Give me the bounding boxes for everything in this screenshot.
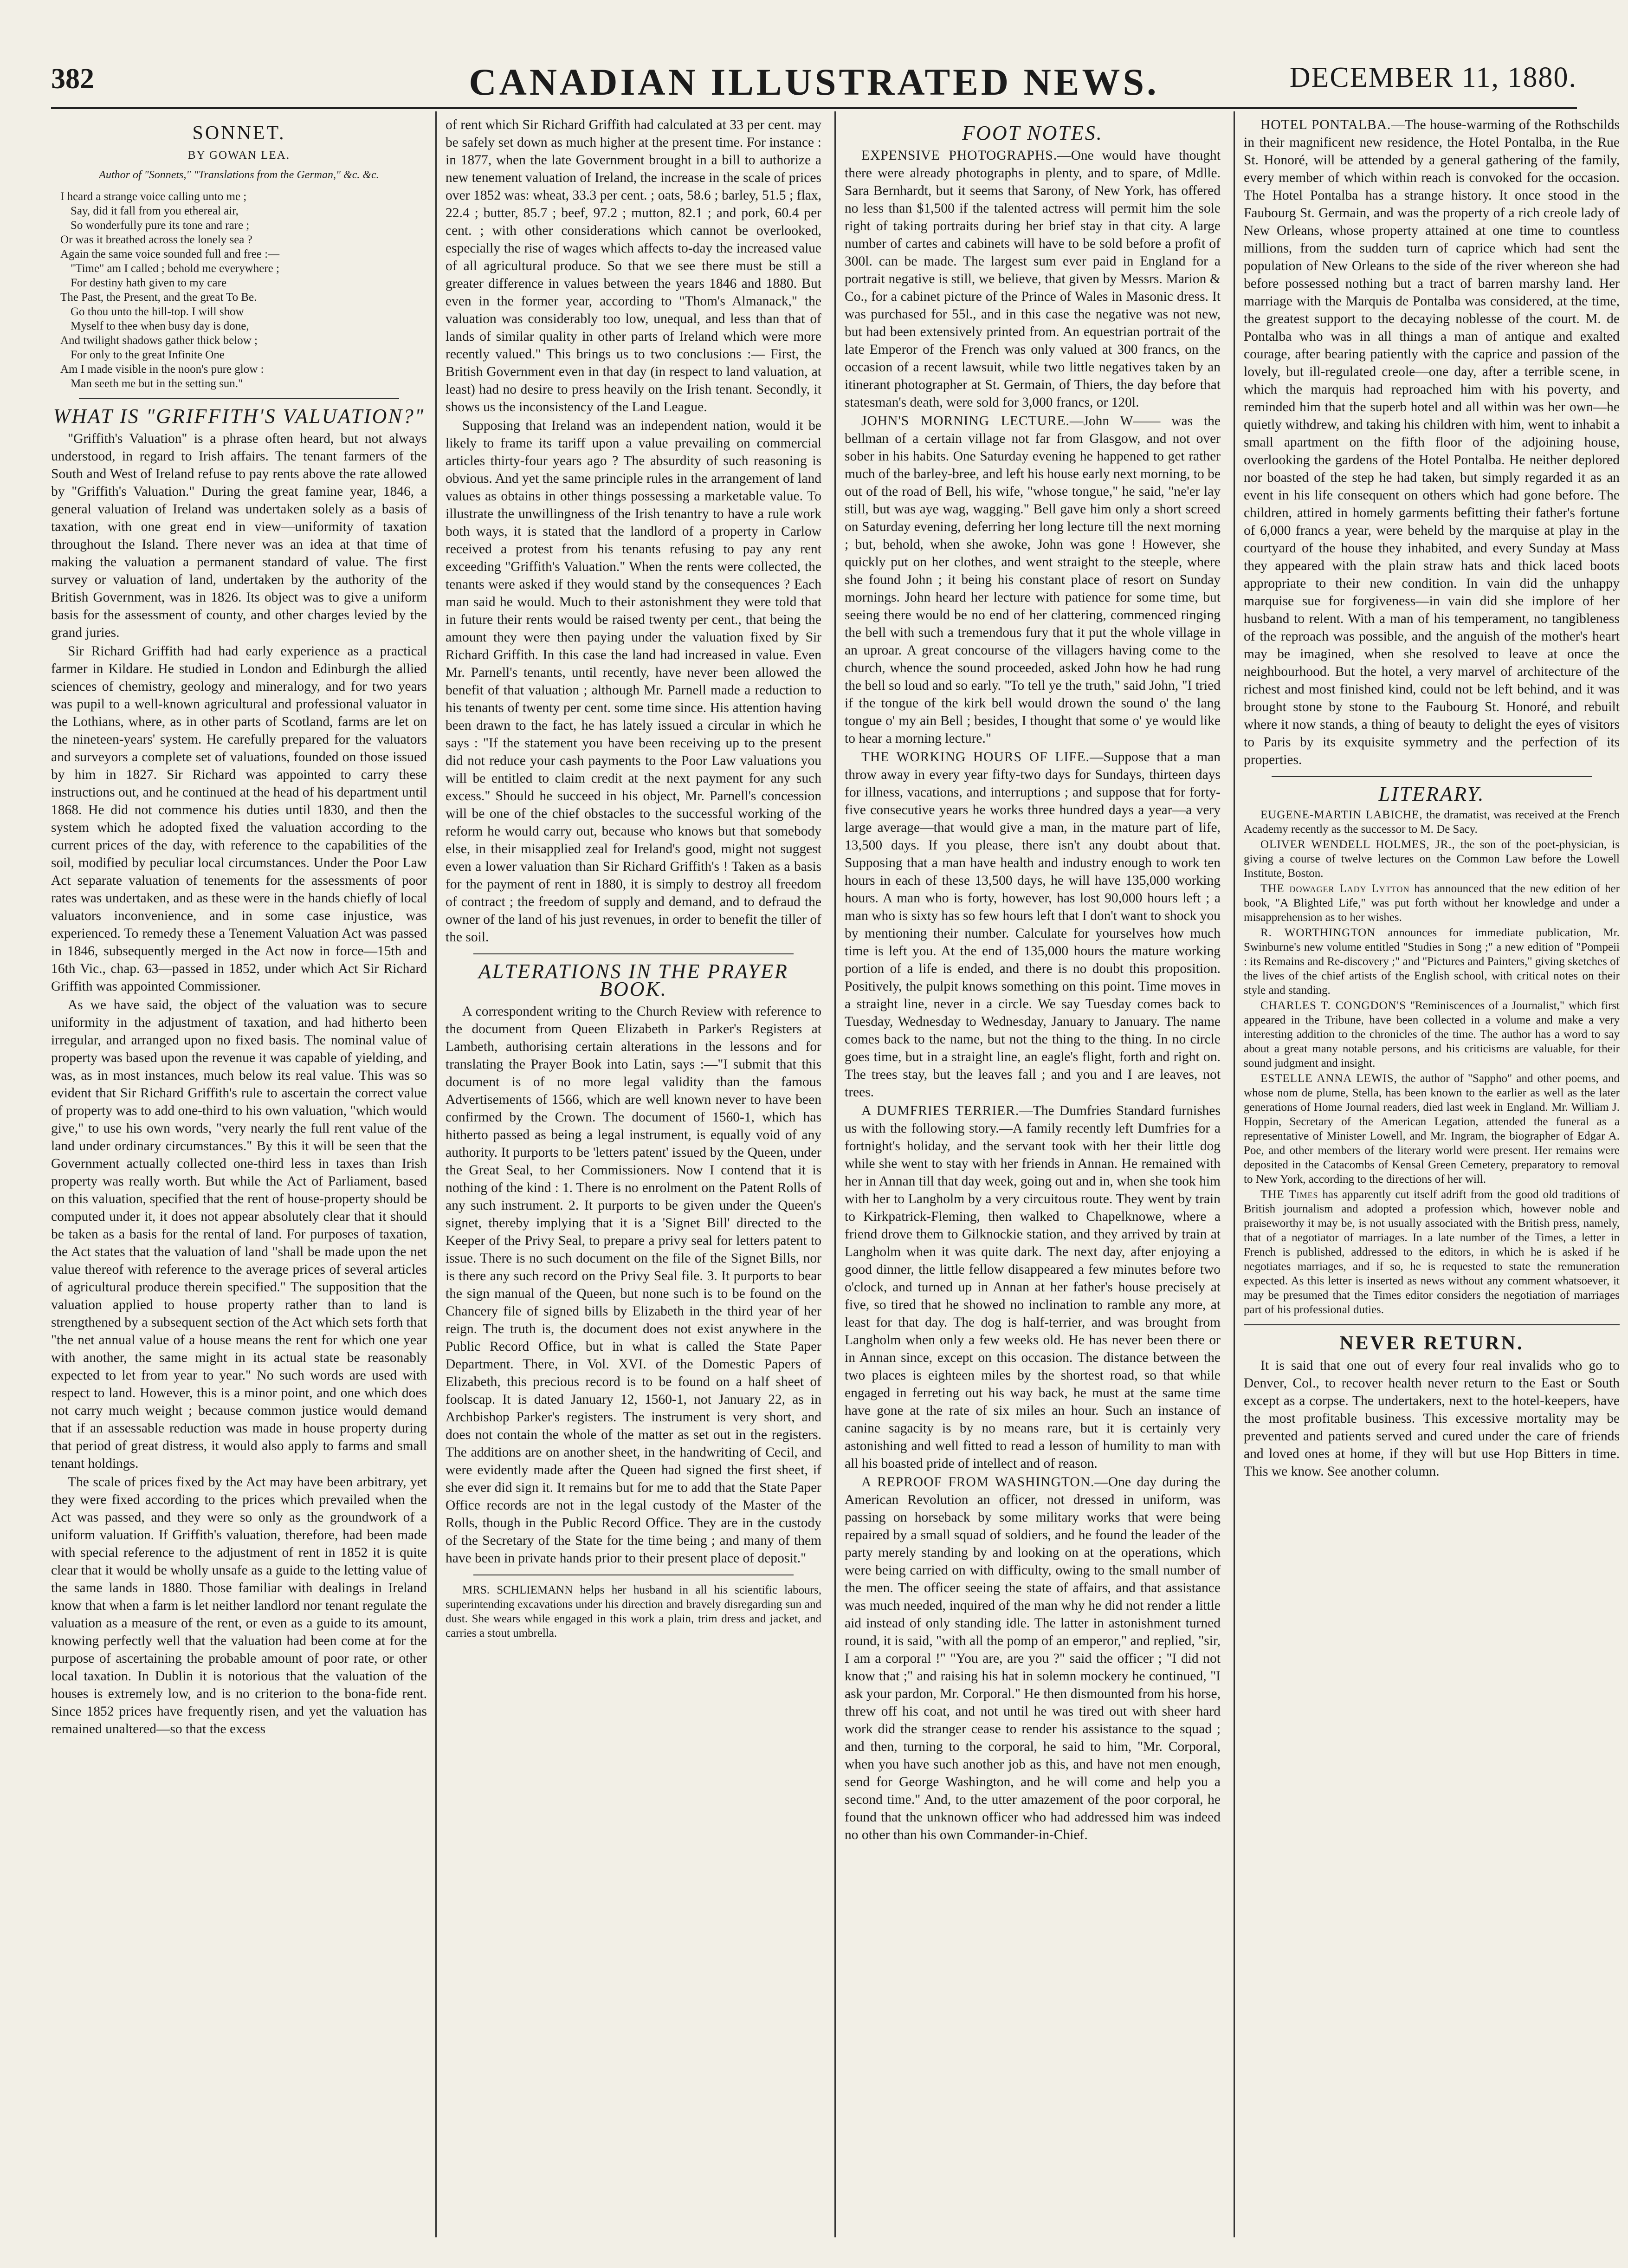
footnote-item xyxy=(845,412,1221,747)
poem-line: Go thou unto the hill-top. I will show xyxy=(71,305,244,318)
poem-line: Am I made visible in the noon's pure glow : xyxy=(60,363,264,376)
literary-item xyxy=(1244,926,1620,998)
section-divider xyxy=(79,398,399,399)
footnotes-heading: FOOT NOTES. xyxy=(962,122,1103,144)
poem-line: So wonderfully pure its tone and rare ; xyxy=(71,219,250,232)
column-1 xyxy=(51,116,427,2233)
footnote-lead: HOTEL PONTALBA. xyxy=(1260,117,1391,132)
literary-text: has announced that the new edition of her book, "A Blighted Life," was put forth without her knowledge and under a misapprehension as to her wishes. xyxy=(1244,882,1620,924)
literary-item xyxy=(1244,881,1620,925)
section-divider xyxy=(1272,776,1592,777)
sonnet-author-note: Author of "Sonnets," "Translations from the German," &c. &c. xyxy=(99,169,379,181)
column-2 xyxy=(446,116,821,2233)
literary-lead: THE Times xyxy=(1260,1188,1318,1201)
poem-line: Say, did it fall from you ethereal air, xyxy=(71,205,239,217)
literary-lead: THE dowager Lady Lytton xyxy=(1260,882,1410,895)
column-rule xyxy=(1234,111,1235,2237)
sonnet-heading: SONNET. xyxy=(192,123,286,144)
column-rule xyxy=(435,111,437,2237)
literary-text: "Reminiscences of a Journalist," which first appeared in the Tribune, have been collected in a volume and make a very interesting addition to the chronicles of the time. The author has a word to say about a great many notable persons, and his criticisms are valuable, for their sound judgment and insight. xyxy=(1244,999,1620,1069)
literary-text: the son of the poet-physician, is giving a course of twelve lectures on the Common Law before the Lowell Institute, Boston. xyxy=(1244,838,1620,880)
footnote-item xyxy=(845,748,1221,1101)
literary-text: has apparently cut itself adrift from the good old traditions of British journalism and adopted a profession which, however noble and praiseworthy it may be, is not usually associated with the British press, namely, that of a negotiator of marriages. In a late number of the Times, a letter in French is published, addressed to the editors, in which he is asked if he negotiates marriages, and if so, he is requested to state the remuneration expected. As this letter is inserted as news without any comment whatsoever, it may be presumed that the Times editor considers the negotiation of marriages part of his professional duties. xyxy=(1244,1188,1620,1316)
poem-line: Man seeth me but in the setting sun." xyxy=(71,377,243,390)
poem-line: The Past, the Present, and the great To Be. xyxy=(60,291,257,304)
literary-lead: EUGENE-MARTIN LABICHE, xyxy=(1260,809,1423,821)
issue-date: DECEMBER 11, 1880. xyxy=(1289,62,1577,93)
literary-lead: OLIVER WENDELL HOLMES, JR., xyxy=(1260,838,1455,851)
masthead xyxy=(51,56,1577,109)
literary-items xyxy=(1244,808,1620,1317)
footnote-text: —John W—— was the bellman of a certain village not far from Glasgow, and not over sober in his habits. One Saturday evening he happened to get rather much of the barley-bree, and left his house early next morning, to be out of the road of Bell, his wife, "whose tongue," he said, "ne'er lay still, but was aye wag, wagging." Bell gave him only a short screed on Saturday evening, deferring her long lecture till the next morning ; but, behold, when she awoke, John was gone ! However, she quickly put on her clothes, and went straight to the steeple, where she found John ; it being his constant place of resort on Sunday mornings. John heard her lecture with patience for some time, but seeing there would be no end of her clattering, commenced ringing the bell with such a tremendous fury that it put the whole village in an uproar. A great concourse of the villagers having come to the church, whence the sound proceeded, asked John how he had rung the bell so loud and so early. "To tell ye the truth," said John, "I tried if the tongue of the kirk bell would drown the sound o' the lang tongue o' my ain Bell ; besides, I thought that some o' ye would like to hear a morning lecture." xyxy=(845,414,1221,746)
footnote-lead: THE WORKING HOURS OF LIFE. xyxy=(861,750,1090,765)
literary-lead: ESTELLE ANNA LEWIS, xyxy=(1260,1072,1397,1085)
sonnet-poem xyxy=(60,189,418,391)
poem-line: For destiny hath given to my care xyxy=(71,277,227,289)
schliemann-note xyxy=(446,1583,821,1640)
footnote-item xyxy=(845,1473,1221,1844)
section-divider xyxy=(1244,1324,1620,1326)
footnote-text: —One would have thought there were already photographs in plenty, and to spare, of Mdlle. Sara Bernhardt, but it seems that Sarony, of New York, has offered no less than $1,500 if the talented actress will permit him the sole right of taking portraits during her brief stay in that city. A large number of cartes and cabinets will have to be sold before a profit of 300l. can be made. The largest sum ever paid in England for a portrait negative is still, we believe, that given by Messrs. Marion & Co., for a cabinet picture of the Prince of Wales in Masonic dress. It was purchased for 55l., and in this case the negative was not new, but had been extensively printed from. An equestrian portrait of the late Emperor of the French was only valued at 300 francs, on the occasion of a recent lawsuit, while two little negatives taken by an itinerant photographer at St. Germain, of Thiers, the day before that statesman's death, were sold for 3,000 francs, or 120l. xyxy=(845,148,1221,410)
poem-line: And twilight shadows gather thick below ; xyxy=(60,334,258,347)
footnote-lead: A REPROOF FROM WASHINGTON. xyxy=(861,1475,1095,1490)
article-paragraph: As we have said, the object of the valuation was to secure uniformity in the adjustment of taxation, and had hitherto been irregular, and arranged upon no fixed basis. The nominal value of property was based upon the revenue it was capable of yielding, and was, as in most instances, much below its real value. This was so evident that Sir Richard Griffith's rule to ascertain the correct value of property was to add one-third to his own valuation, "which would give," to use his own words, "very nearly the full rent value of the land under ordinary circumstances." By this it will be seen that the Government actually collected one-third less in taxes than Irish property was really worth. But while the Act of Parliament, based on this valuation, specified that the rent of house-property should be computed under it, it does not appear absolutely clear that it should be taken as a basis for the rental of land. For purposes of taxation, the Act states that the valuation of land "shall be made upon the net value thereof with reference to the average prices of several articles of agricultural produce therein specified." The supposition that the valuation applied to house property rather than to land is strengthened by a subsequent section of the Act which sets forth that "the net annual value of a house means the rent for which one year with another, the same might in its actual state be reasonably expected to let from year to year." No such words are used with respect to land. However, this is a minor point, and one which does not carry much weight ; because common justice would demand that if an assessable reduction was made in house property during that period of great distress, it would also apply to farms and small tenant holdings. xyxy=(51,998,427,1471)
footnote-text: —One day during the American Revolution an officer, not dressed in uniform, was passing on horseback by some military works that were being repaired by a small squad of soldiers, and he found the leader of the party merely standing by and looking on at the operations, which were being carried on with difficulty, owing to the small number of the men. The officer seeing the state of affairs, and that assistance was much needed, inquired of the man why he did not render a little aid instead of only standing idle. The latter in astonishment turned round, it is said, "with all the pomp of an emperor," and replied, "sir, I am a corporal !" "You are, are you ?" said the officer ; "I did not know that ;" and raising his hat in solemn mockery he continued, "I ask your pardon, Mr. Corporal." He then dismounted from his horse, threw off his coat, and not until he was tired out with sheer hard work did the stranger cease to render his assistance to the squad ; and then, turning to the corporal, he said to him, "Mr. Corporal, when you have such another job as this, and have not men enough, send for George Washington, and he will come and help you a second time." And, to the utter amazement of the poor corporal, he found that the unknown officer who had addressed him was indeed no other than his own Commander-in-Chief. xyxy=(845,1475,1221,1842)
poem-line: Or was it breathed across the lonely sea ? xyxy=(60,233,252,246)
literary-lead: R. WORTHINGTON xyxy=(1260,927,1376,939)
footnote-text: —The Dumfries Standard furnishes us with the following story.—A family recently left Dumfries for a fortnight's holiday, and the servant took with her their little dog while she went to stay with her friends in Annan. He remained with her in Annan till that day week, going out and in, when she took him with her to Langholm by a very circuitous route. They went by train to Kirkpatrick-Fleming, then walked to Chapelknowe, where a friend drove them to Gilknockie station, and they arrived by train at Langholm when it was quite dark. The next day, after enjoying a good dinner, the little fellow disappeared a few minutes before two o'clock, and turned up in Annan at her father's house precisely at five, so tired that he showed no inclination to ramble any more, at least for that day. The dog is half-terrier, and was brought from Langholm when only a few weeks old. He has never been there or in Annan since, except on this occasion. The distance between the two places is eighteen miles by the shortest road, so that while engaged in ferreting out his way back, he must at the same time have gone at the rate of six miles an hour. Such an instance of canine sagacity is by no means rare, but it is certainly very astonishing and well fitted to read a lesson of humility to man with all his boasted pride of intellect and of reason. xyxy=(845,1103,1221,1471)
article-paragraph: Supposing that Ireland was an independent nation, would it be likely to frame its tariff upon a value prevailing on commercial articles thirty-four years ago ? The absurdity of such reasoning is obvious. And yet the same principle rules in the arrangement of land values as obtains in other things possessing a marketable value. To illustrate the unwillingness of the Irish tenantry to have a rule work both ways, it is stated that the landlord of a property in Carlow received a protest from his tenants refusing to pay any rent exceeding "Griffith's Valuation." When the rents were collected, the tenants were asked if they would stand by the consequences ? Each man said he would. Much to their astonishment they were told that in future their rents would be raised twenty per cent., that being the amount they were then paying under the valuation fixed by Sir Richard Griffith. In this case the land had increased in value. Even Mr. Parnell's tenants, until recently, have never been allowed the benefit of that valuation ; although Mr. Parnell made a reduction to his tenants of twenty per cent. some time since. His attention having been drawn to the fact, he has lately issued a circular in which he says : "If the statement you have been receiving up to the present did not reduce your cash payments to the Poor Law valuations you will be entitled to claim credit at the next payment for any such excess." Should he succeed in his object, Mr. Parnell's concession will be one of the chief obstacles to the successful working of the reform he would carry out, because who knows but that somebody else, in their misapplied zeal for Ireland's good, might not suggest even a lower valuation than Sir Richard Griffith's ! Taken as a basis for the payment of rent in 1880, it is simply to destroy all freedom of contract ; the freedom of supply and demand, and to defraud the owner of the land of his just revenues, in order to benefit the tiller of the soil. xyxy=(446,418,821,945)
article-paragraph: A correspondent writing to the Church Review with reference to the document from Queen Elizabeth in Parker's Registers at Lambeth, authorising certain alterations in the lessons and for translating the Prayer Book into Latin, says :—"I submit that this document is of no more legal validity than the famous Advertisements of 1566, which are well known never to have been confirmed by the Crown. The document of 1560-1, which has hitherto passed as being a legal instrument, is equally void of any authority. It purports to be 'letters patent' issued by the Queen, under the Great Seal, to her Commissioners. Now I contend that it is nothing of the kind : 1. There is no enrolment on the Patent Rolls of any such instrument. 2. It purports to be given under the Queen's signet, thereby implying that it is a 'Signet Bill' directed to the Keeper of the Privy Seal, to prepare a privy seal for letters patent to issue. There is no such document on the file of the Signet Bills, nor is there any such record on the Privy Seal file. 3. It purports to bear the sign manual of the Queen, but none such is to be found on the Chancery file of signed bills by Elizabeth in the third year of her reign. The truth is, the document does not exist anywhere in the Public Record Office, but in what is called the State Paper Department. There, in Vol. XVI. of the Domestic Papers of Elizabeth, this precious record is to be found on a half sheet of foolscap. It is dated January 12, 1560-1, not January 22, as in Archbishop Parker's registers. The instrument is very short, and does not contain the whole of the matter as set out in the registers. The additions are on another sheet, in the handwriting of Cecil, and were evidently made after the Queen had signed the first sheet, if she ever did sign it. It remains but for me to add that the State Paper Office records are not in the legal custody of the Master of the Rolls, though in the Public Record Office. They are in the custody of the Secretary of the State for the time being ; and many of them have been in private hands prior to their present place of deposit." xyxy=(446,1004,821,1566)
literary-item xyxy=(1244,808,1620,836)
newspaper-title: CANADIAN ILLUSTRATED NEWS. xyxy=(469,61,1159,103)
footnote-text: —Suppose that a man throw away in every year fifty-two days for Sundays, thirteen days for illness, vacations, and interruptions ; and suppose that for forty-five consecutive years he works three hundred days a year—a very large average—that would give a man, in the mature part of life, 13,500 days. If you please, there isn't any doubt about that. Supposing that a man have health and industry enough to work ten hours in each of these 13,500 days, he will have 135,000 working hours. A man who is forty, however, has lost 90,000 hours left ; a man who is sixty has so few hours left that I don't want to shock you by mentioning their number. Calculate for yourselves how much time is left you. At the end of 135,000 hours the mature working portion of a life is ended, and there is no doubt this proposition. Positively, the pulpit knows something on this point. Time moves in a straight line, never in a circle. We say Tuesday comes back to Tuesday, Wednesday to Wednesday, January to January. The name comes back to the name, but not the thing to the thing. In no circle goes time, but in a straight line, an eagle's flight, forth and right on. The trees stay, but the leaves fall ; and you and I are leaves, not trees. xyxy=(845,750,1221,1100)
never-return-heading: NEVER RETURN. xyxy=(1339,1333,1524,1354)
article-paragraph: of rent which Sir Richard Griffith had calculated at 33 per cent. may be safely set down as much higher at the present time. For instance : in 1877, when the late Government brought in a bill to authorize a new tenement valuation of Ireland, the increase in the scale of prices over 1852 was: wheat, 33.3 per cent. ; oats, 58.6 ; barley, 51.5 ; flax, 22.4 ; butter, 85.7 ; beef, 97.2 ; mutton, 82.1 ; and pork, 60.4 per cent. ; with other considerations which cannot be overlooked, especially the rise of wages which affects to-day the increased value of all agricultural produce. So that we see there must be still a greater difference in values between the years 1846 and 1880. But even in the former year, according to "Thom's Almanack," the valuation was considerably too low, unequal, and less than that of lands of similar quality in other parts of Ireland which were more recently valued." This brings us to two conclusions :— First, the British Government even in that day (in respect to land valuation, at least) had no desire to press heavily on the Irish tenant. Secondly, it shows us the inconsistency of the Land League. xyxy=(446,117,821,415)
column-3 xyxy=(845,116,1221,2233)
poem-line: For only to the great Infinite One xyxy=(71,349,225,361)
literary-text: the dramatist, was received at the French Academy recently as the successor to M. De Sacy. xyxy=(1244,809,1620,836)
footnote-lead: A DUMFRIES TERRIER. xyxy=(861,1103,1020,1118)
literary-heading: LITERARY. xyxy=(1378,783,1485,805)
article-paragraph: Sir Richard Griffith had had early experience as a practical farmer in Kildare. He studied in London and Edinburgh the allied sciences of chemistry, geology and mineralogy, and for two years was pupil to a well-known agricultural and professional valuator in the Lothians, where, as in other parts of Scotland, farms are let on the nineteen-years' system. He carefully prepared for the valuators and surveyors a complete set of valuations, founded on those issued by him in 1827. Sir Richard was appointed to carry these instructions out, and he continued at the head of his department until 1868. He did not commence his duties until 1830, and then the system which he adopted fixed the valuation according to the current prices of the day, with reference to the capabilities of the soil, modified by peculiar local circumstances. Under the Poor Law Act separate valuation of tenements for the assessments of poor rates was undertaken, and as these were in the hands chiefly of local valuators inconvenience, and in some case injustice, was experienced. To remedy these a Tenement Valuation Act was passed in 1846, subsequently merged in the Act now in force—15th and 16th Vic., chap. 63—passed in 1852, under which Act Sir Richard Griffith was appointed Commissioner. xyxy=(51,644,427,994)
literary-text: announces for immediate publication, Mr. Swinburne's new volume entitled "Studies in Song ;" a new edition of "Pompeii : its Remains and Re-discovery ;" and "Pictures and Painters," giving sketches of the lives of the chief artists of the English school, with critical notes on their style and standing. xyxy=(1244,927,1620,997)
poem-line: I heard a strange voice calling unto me ; xyxy=(60,190,247,203)
article-paragraph: The scale of prices fixed by the Act may have been arbitrary, yet they were fixed according to the prices which prevailed when the Act was passed, and they were so only as the groundwork of a uniform valuation. If Griffith's valuation, therefore, had been made with special reference to the adjustment of rent in 1852 it is quite clear that it would be wholly unsafe as a guide to the letting value of the same lands in 1880. Those familiar with dealings in Ireland know that when a farm is let neither landlord nor tenant regulate the valuation as a measure of the rent, or even as a guide to its amount, knowing perfectly well that the valuation had been come at for the purpose of ascertaining the probable amount of poor rate, or other local taxation. In Dublin it is notorious that the valuation of the houses is extremely low, and is no criterion to the bona-fide rent. Since 1852 prices have frequently risen, and yet the valuation has remained unaltered—so that the excess xyxy=(51,1475,427,1737)
poem-line: Again the same voice sounded full and free :— xyxy=(60,248,280,260)
footnote-item xyxy=(1244,116,1620,769)
column-rule xyxy=(834,111,836,2237)
prayer-heading: ALTERATIONS IN THE PRAYER BOOK. xyxy=(478,960,788,1000)
page-number: 382 xyxy=(51,63,94,95)
never-return-text: It is said that one out of every four real invalids who go to Denver, Col., to recover health never return to the East or South except as a corpse. The undertakers, next to the hotel-keepers, have the most profitable business. This excessive mortality may be prevented and patients served and cured under the care of friends and loved ones at home, if they will but use Hop Bitters in time. This we know. See another column. xyxy=(1244,1358,1620,1479)
sonnet-byline: BY GOWAN LEA. xyxy=(187,149,291,162)
footnote-text: —The house-warming of the Rothschilds in their magnificent new residence, the Hotel Pontalba, in the Rue St. Honoré, will be attended by a general gathering of the family, every member of which within reach is convoked for the occasion. The Hotel Pontalba has a strange history. It once stood in the Faubourg St. Germain, and was the property of a rich creole lady of New Orleans, whose property attained at one time to countless millions, from the sudden turn of caprice which had sent the population of New Orleans to the side of the river whereon she had before possessed nothing but a tract of barren marshy land. Her marriage with the Marquis de Pontalba was considered, at the time, the greatest support to the decaying noblesse of the court. M. de Pontalba who was in all things a man of antique and exalted courage, after bearing patiently with the caprice and passion of the lovely, but ill-regulated creole—one day, after a terrible scene, in which the marquis had reproached him with his poverty, and reminded him that the superb hotel and all within was her own—he quietly withdrew, and taking his children with him, went to inhabit a small apartment on the fifth floor of the adjoining house, overlooking the gardens of the Hotel Pontalba. He neither deplored nor boasted of the step he had taken, but simply regarded it as an event in his life consequent on others which had gone before. The children, attired in homely garments befitting their father's fortune of 6,000 francs a year, were beheld by the marquise at play in the courtyard of the house they inhabited, and every Sunday at Mass they appeared with the plain straw hats and thick laced boots appropriate to their new condition. In vain did the unhappy marquise sue for forgiveness—in vain did she implore of her husband to relent. With a man of his temperament, no tangibleness of the reproach was possible, and the anguish of the mother's heart may be imagined, when she resolved to leave at once the neighbourhood. But the hotel, a very marvel of architecture of the richest and most finished kind, could not be left behind, and it was brought stone by stone to the Faubourg St. Honoré, and rebuilt where it now stands, a thing of beauty to delight the eyes of visitors to Paris by its exquisite symmetry and the perfection of its properties. xyxy=(1244,117,1620,767)
footnote-lead: EXPENSIVE PHOTOGRAPHS. xyxy=(861,148,1058,163)
literary-lead: CHARLES T. CONGDON'S xyxy=(1260,999,1407,1012)
literary-item xyxy=(1244,1071,1620,1186)
footnote-lead: JOHN'S MORNING LECTURE. xyxy=(861,414,1070,428)
footnote-item xyxy=(845,147,1221,411)
poem-line: Myself to thee when busy day is done, xyxy=(71,320,249,332)
poem-line: "Time" am I called ; behold me everywhere ; xyxy=(71,262,279,275)
literary-text: the author of "Sappho" and other poems, and whose nom de plume, Stella, has been known to the earlier as well as the later generations of Home Journal readers, died last week in England. Mr. William J. Hoppin, Secretary of the American Legation, attended the funeral as a representative of Minister Lowell, and Mr. Ingram, the biographer of Edgar A. Poe, and other members of the literary world were present. Her remains were deposited in the Catacombs of Kensal Green Cemetery, preparatory to removal to New York, according to the directions of her will. xyxy=(1244,1072,1620,1186)
section-divider xyxy=(473,953,794,954)
column-4 xyxy=(1244,116,1620,2233)
literary-item xyxy=(1244,1187,1620,1317)
note-text: MRS. SCHLIEMANN helps her husband in all his scientific labours, superintending excavations under his direction and bravely disregarding sun and dust. She wears while engaged in this work a plain, trim dress and jacket, and carries a stout umbrella. xyxy=(446,1584,821,1639)
footnote-item xyxy=(845,1102,1221,1472)
literary-item xyxy=(1244,837,1620,881)
griffith-heading: WHAT IS "GRIFFITH'S VALUATION?" xyxy=(53,405,425,428)
literary-item xyxy=(1244,998,1620,1070)
article-paragraph: "Griffith's Valuation" is a phrase often heard, but not always understood, in regard to Irish affairs. The tenant farmers of the South and West of Ireland refuse to pay rents above the rate allowed by "Griffith's Valuation." During the great famine year, 1846, a general valuation of Ireland was undertaken solely as a basis of taxation, with one great end in view—uniformity of taxation throughout the Island. There never was an idea at that time of making the valuation a permanent standard of value. The first survey or valuation of land, undertaken by the authority of the British Government, was in 1826. Its object was to give a uniform basis for the assessment of county, and other charges levied by the grand juries. xyxy=(51,431,427,640)
